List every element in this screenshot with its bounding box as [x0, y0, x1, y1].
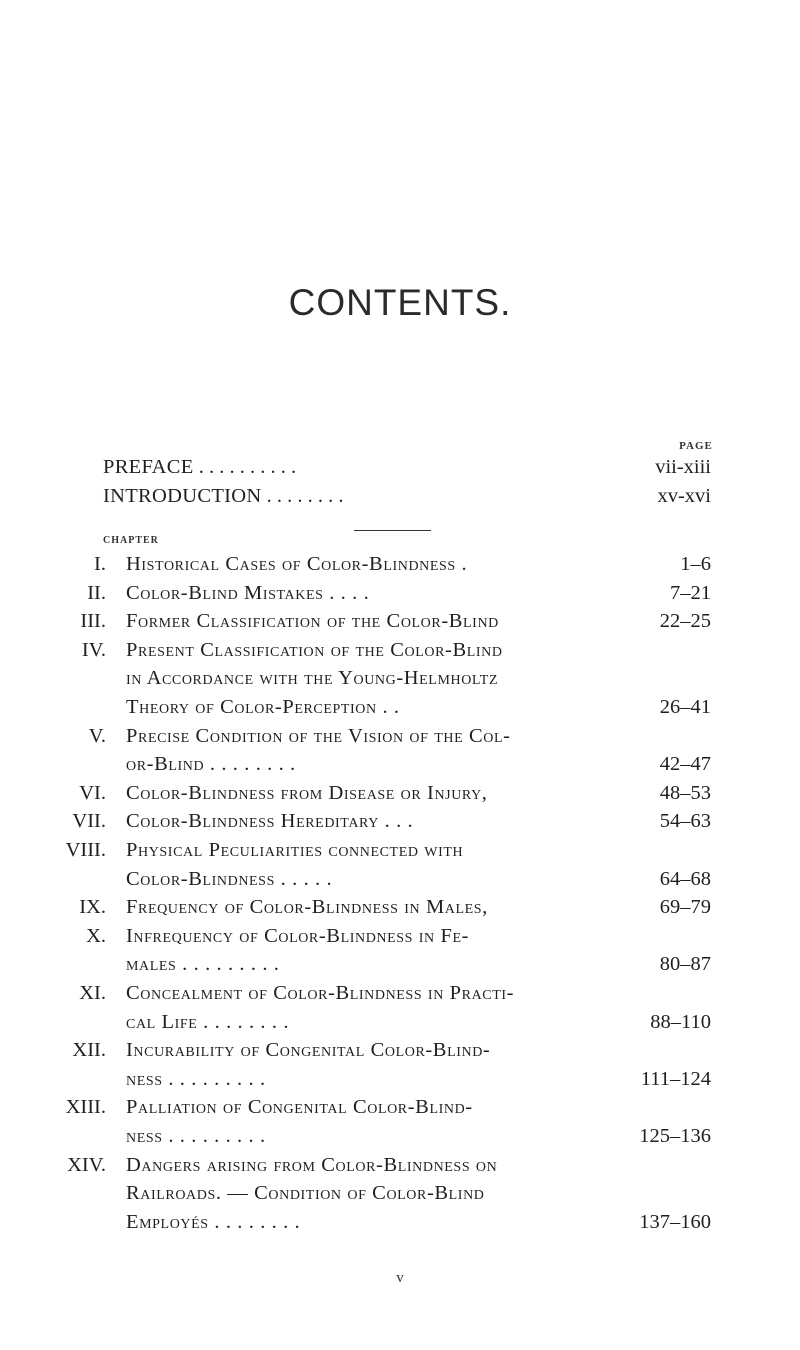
chapter-entry: [0, 922, 800, 950]
chapter-title-line: Frequency of Color-Blindness in Males,: [126, 896, 488, 919]
chapter-title-line: males . . . . . . . . .: [126, 953, 280, 976]
chapter-pages: 7–21: [670, 581, 711, 604]
chapter-title-line: Color-Blind Mistakes . . . .: [126, 581, 370, 604]
chapter-title-line: Theory of Color-Perception . .: [126, 696, 400, 718]
chapter-entry-continuation: [0, 865, 800, 893]
chapter-pages: 69–79: [659, 896, 711, 919]
chapter-numeral: IV.: [81, 638, 106, 661]
chapter-title-line: Palliation of Congenital Color-Blind-: [126, 1096, 473, 1119]
chapter-column-label: CHAPTER: [103, 535, 159, 546]
chapter-numeral: VI.: [79, 781, 106, 804]
chapter-entry: [0, 807, 800, 835]
chapter-entry-continuation: [0, 664, 800, 692]
chapter-title-line: Incurability of Congenital Color-Blind-: [126, 1039, 491, 1062]
chapter-entry: [0, 1036, 800, 1064]
chapter-title-line: Infrequency of Color-Blindness in Fe-: [126, 924, 470, 947]
entry-leader: . . . . . . . .: [261, 485, 344, 507]
chapter-entry-continuation: [0, 693, 800, 721]
chapter-title-line: cal Life . . . . . . . .: [126, 1010, 290, 1033]
chapter-numeral: XIII.: [65, 1096, 106, 1119]
chapter-numeral: I.: [94, 553, 106, 575]
chapter-entry: [0, 579, 800, 607]
chapter-numeral: VIII.: [65, 839, 106, 861]
chapter-entry-continuation: [0, 1122, 800, 1150]
entry-pages: xv-xvi: [657, 485, 711, 507]
chapter-title-line: Employés . . . . . . . .: [126, 1210, 301, 1233]
page-column-label: PAGE: [679, 440, 713, 452]
chapter-title-line: Railroads. — Condition of Color-Blind: [126, 1182, 485, 1205]
chapter-entry-continuation: [0, 1065, 800, 1093]
front-matter-entry-introduction: [0, 482, 800, 510]
chapter-entry: [0, 979, 800, 1007]
chapter-pages: 1–6: [680, 553, 711, 575]
chapter-entry: [0, 607, 800, 635]
chapter-numeral: II.: [87, 581, 106, 604]
chapter-numeral: III.: [80, 610, 106, 633]
chapter-title-line: Physical Peculiarities connected with: [126, 839, 464, 861]
chapter-entry-continuation: [0, 1179, 800, 1207]
chapter-title-line: or-Blind . . . . . . . .: [126, 753, 296, 776]
chapter-pages: 137–160: [639, 1210, 711, 1233]
chapter-pages: 125–136: [639, 1125, 711, 1147]
chapter-title-line: Present Classification of the Color-Blind: [126, 638, 503, 661]
chapter-entry: [0, 1151, 800, 1179]
chapter-title-line: Historical Cases of Color-Blindness .: [126, 553, 468, 575]
chapter-title-line: ness . . . . . . . . .: [126, 1125, 266, 1147]
chapter-entry-continuation: [0, 950, 800, 978]
chapter-entry-continuation: [0, 1008, 800, 1036]
chapter-numeral: XIV.: [67, 1153, 106, 1176]
entry-pages: vii-xiii: [655, 456, 711, 478]
chapter-numeral: IX.: [79, 896, 106, 919]
chapter-entry: [0, 550, 800, 578]
chapter-title-line: Color-Blindness from Disease or Injury,: [126, 781, 488, 804]
chapter-title-line: Dangers arising from Color-Blindness on: [126, 1153, 498, 1176]
chapter-pages: 26–41: [659, 696, 711, 718]
entry-leader: . . . . . . . . . .: [193, 456, 297, 478]
entry-title: INTRODUCTION: [103, 485, 262, 507]
chapter-pages: 48–53: [659, 781, 711, 804]
chapter-numeral: XII.: [72, 1039, 106, 1062]
chapter-numeral: V.: [88, 724, 106, 747]
chapter-pages: 42–47: [659, 753, 711, 776]
chapter-entry: [0, 893, 800, 921]
chapter-entry-continuation: [0, 1208, 800, 1236]
chapter-pages: 64–68: [659, 867, 711, 890]
chapter-title-line: Precise Condition of the Vision of the Col-: [126, 724, 511, 747]
chapter-title-line: ness . . . . . . . . .: [126, 1067, 266, 1090]
chapter-pages: 54–63: [659, 810, 711, 833]
chapter-entry: [0, 722, 800, 750]
chapter-numeral: VII.: [72, 810, 106, 833]
front-matter-entry-preface: [0, 453, 800, 481]
chapter-entry: [0, 636, 800, 664]
chapter-pages: 80–87: [659, 953, 711, 976]
chapter-title-line: Color-Blindness Hereditary . . .: [126, 810, 414, 833]
chapter-title-line: Concealment of Color-Blindness in Practi-: [126, 982, 515, 1004]
chapter-entry-continuation: [0, 750, 800, 778]
chapter-entry: [0, 779, 800, 807]
chapter-entry: [0, 1093, 800, 1121]
chapter-numeral: X.: [86, 924, 106, 947]
entry-title: PREFACE: [103, 456, 194, 478]
chapter-title-line: Former Classification of the Color-Blind: [126, 610, 499, 633]
page-title: CONTENTS.: [288, 282, 512, 323]
chapter-pages: 22–25: [659, 610, 711, 633]
page-number: v: [396, 1270, 404, 1286]
chapter-title-line: in Accordance with the Young-Helmholtz: [126, 667, 499, 690]
chapter-pages: 88–110: [650, 1010, 711, 1033]
divider-rule: [354, 530, 431, 531]
chapter-entry: [0, 836, 800, 864]
chapter-numeral: XI.: [79, 982, 106, 1004]
chapter-pages: 111–124: [640, 1067, 711, 1090]
chapter-title-line: Color-Blindness . . . . .: [126, 867, 333, 890]
